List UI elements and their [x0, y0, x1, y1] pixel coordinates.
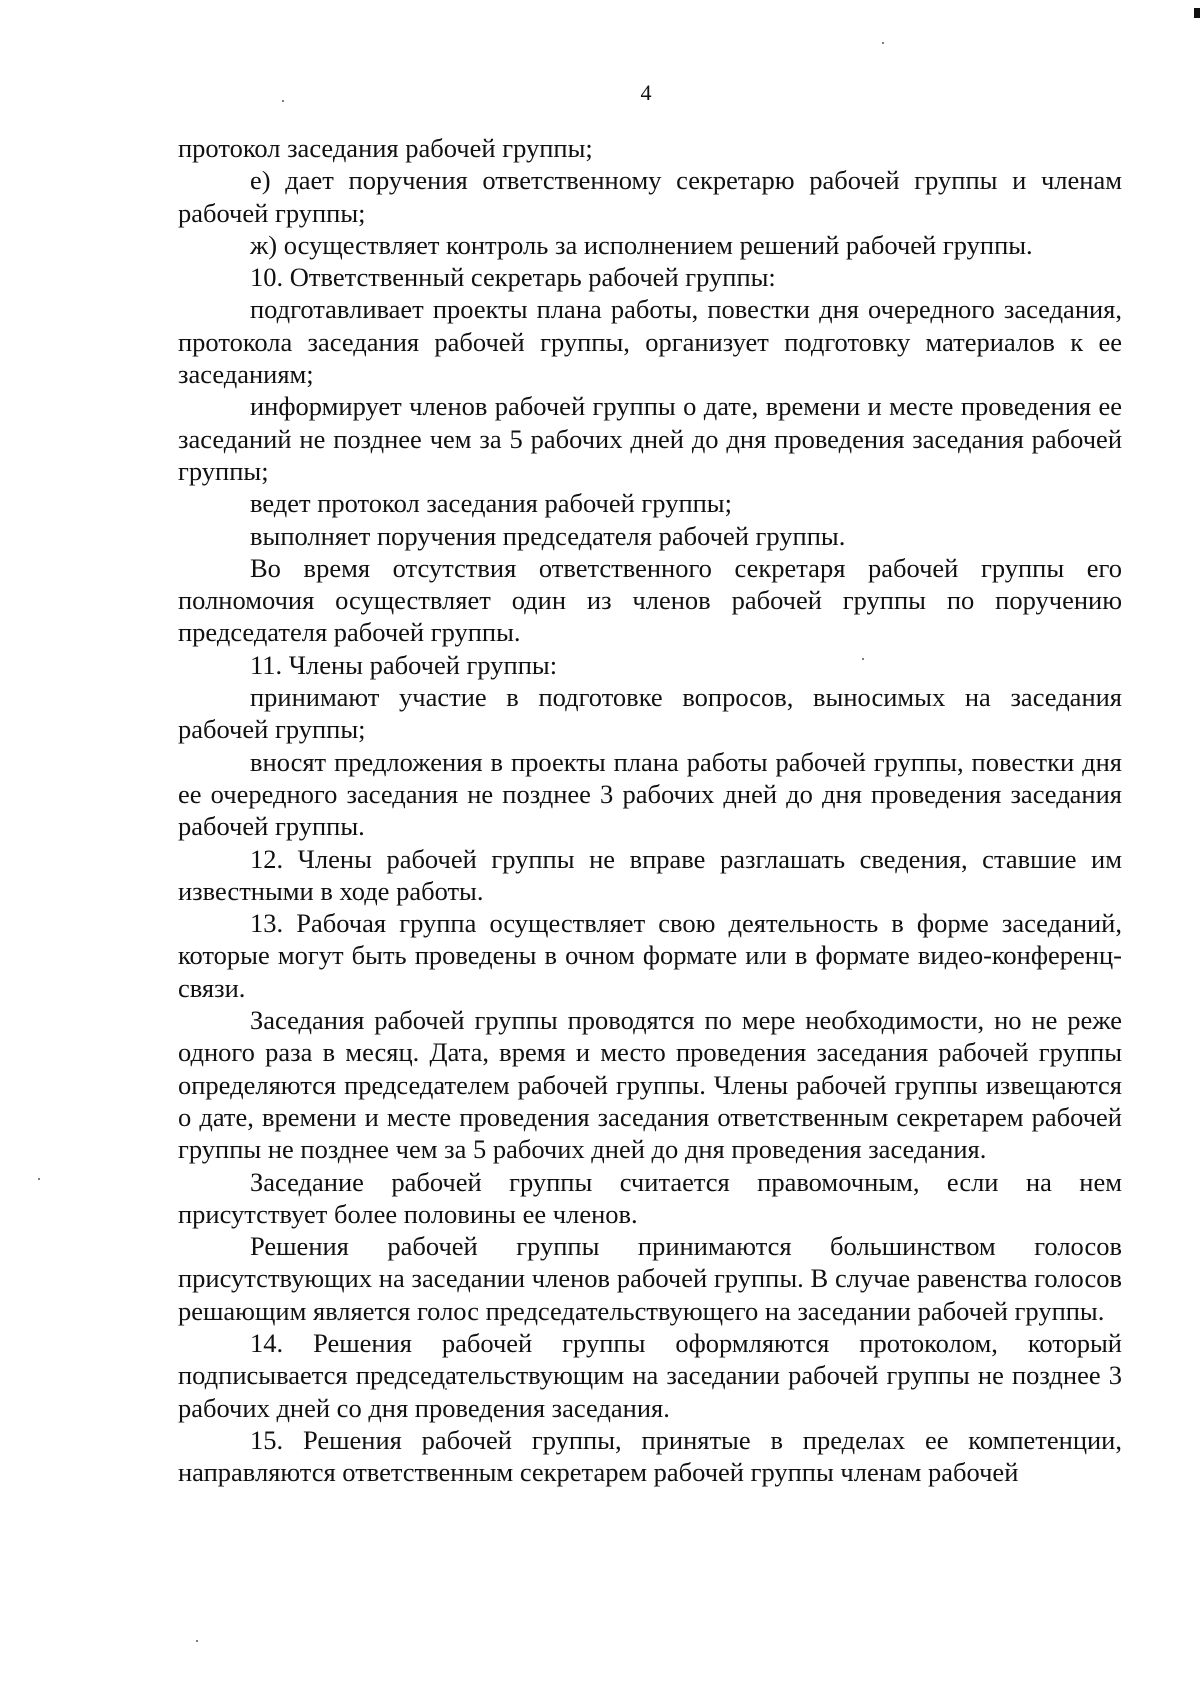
scan-speck [38, 1178, 40, 1180]
scan-speck [196, 1640, 198, 1642]
paragraph: 10. Ответственный секретарь рабочей группы: [250, 262, 776, 293]
paragraph: подготавливает проекты плана работы, повестки дня очередного заседания, протокола заседания рабочей группы, организует подготовку материалов к ее заседаниям; [178, 294, 1122, 390]
paragraph: 15. Решения рабочей группы, принятые в пределах ее компетенции, направляются ответственным секретарем рабочей группы членам рабочей [178, 1424, 1122, 1488]
paragraph: 13. Рабочая группа осуществляет свою деятельность в форме заседаний, которые могут быть проведены в очном формате или в формате видео-конференц-связи. [178, 908, 1122, 1003]
scan-edge-mark [1194, 8, 1200, 18]
document-body [178, 132, 1122, 1488]
paragraph: Во время отсутствия ответственного секретаря рабочей группы его полномочия осуществляет один из членов рабочей группы по поручению председателя рабочей группы. [178, 552, 1122, 648]
paragraph: ж) осуществляет контроль за исполнением решений рабочей группы. [250, 229, 1033, 260]
paragraph: информирует членов рабочей группы о дате, времени и месте проведения ее заседаний не позднее чем за 5 рабочих дней до дня проведения заседания рабочей группы; [178, 391, 1122, 486]
paragraph: Заседание рабочей группы считается правомочным, если на нем присутствует более половины ее членов. [178, 1166, 1122, 1229]
paragraph: принимают участие в подготовке вопросов, выносимых на заседания рабочей группы; [178, 682, 1122, 745]
paragraph: 12. Члены рабочей группы не вправе разглашать сведения, ставшие им известными в ходе работы. [178, 843, 1122, 906]
scan-speck [882, 42, 884, 44]
paragraph: е) дает поручения ответственному секретарю рабочей группы и членам рабочей группы; [178, 165, 1122, 228]
paragraph: Заседания рабочей группы проводятся по мере необходимости, но не реже одного раза в месяц. Дата, время и место проведения заседания рабочей группы определяются председателем рабочей группы. Члены рабочей группы извещаются о дате, времени и месте проведения заседания ответственным секретарем рабочей группы не позднее чем за 5 рабочих дней до дня проведения заседания. [178, 1005, 1122, 1165]
paragraph: протокол заседания рабочей группы; [178, 133, 593, 163]
paragraph: Решения рабочей группы принимаются большинством голосов присутствующих на заседании членов рабочей группы. В случае равенства голосов решающим является голос председательствующего на заседании рабочей группы. [178, 1231, 1122, 1326]
paragraph: 11. Члены рабочей группы: [250, 649, 558, 680]
paragraph: ведет протокол заседания рабочей группы; [250, 488, 732, 519]
paragraph: выполняет поручения председателя рабочей группы. [250, 520, 846, 551]
page-number: 4 [640, 80, 652, 105]
paragraph: 14. Решения рабочей группы оформляются протоколом, который подписывается председательствующим на заседании рабочей группы не позднее 3 рабочих дней со дня проведения заседания. [178, 1327, 1122, 1423]
paragraph: вносят предложения в проекты плана работы рабочей группы, повестки дня ее очередного заседания не позднее 3 рабочих дней до дня проведения заседания рабочей группы. [178, 746, 1122, 842]
